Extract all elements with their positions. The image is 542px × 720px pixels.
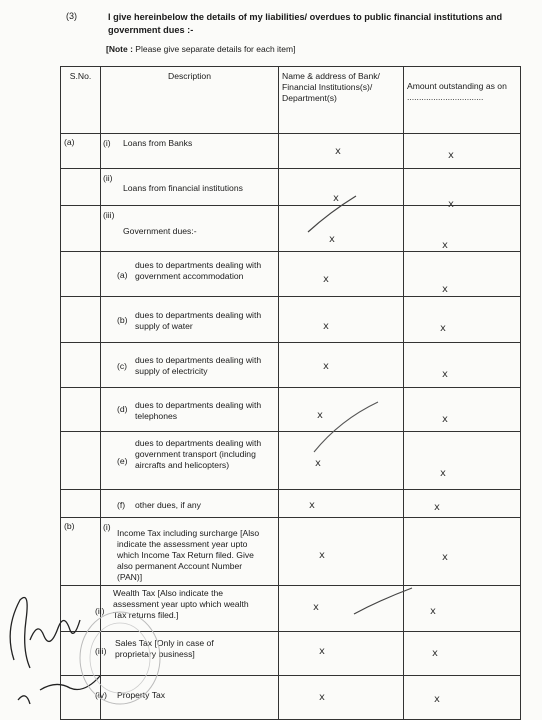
nil-mark: x bbox=[442, 240, 448, 251]
amount-cell bbox=[404, 676, 521, 720]
bank-cell bbox=[279, 586, 404, 632]
table-row bbox=[61, 676, 521, 720]
bank-cell bbox=[279, 432, 404, 490]
note bbox=[106, 44, 295, 54]
col-header-bank: Name & address of Bank/ Financial Institutions(s)/ Department(s) bbox=[279, 67, 404, 134]
row-alpha: (e) bbox=[117, 456, 128, 466]
nil-mark: x bbox=[430, 606, 436, 617]
amount-cell bbox=[404, 343, 521, 388]
row-description: Government dues:- bbox=[123, 226, 197, 236]
nil-mark: x bbox=[319, 692, 325, 703]
nil-mark: x bbox=[432, 648, 438, 659]
bank-cell bbox=[279, 343, 404, 388]
table-row bbox=[61, 432, 521, 490]
row-description: Property Tax bbox=[117, 690, 166, 700]
row-description: Income Tax including surcharge [Also indicate the assessment year upto which Income Tax Return filed. Give also permanent Account Number (PAN)] bbox=[117, 528, 260, 582]
row-alpha: (f) bbox=[117, 500, 126, 510]
row-alpha: (a) bbox=[117, 270, 128, 280]
row-roman: (ii) bbox=[103, 173, 113, 183]
amount-cell bbox=[404, 297, 521, 343]
nil-mark: x bbox=[323, 321, 329, 332]
nil-mark: x bbox=[335, 146, 341, 157]
row-description: dues to departments dealing with telephones bbox=[135, 400, 262, 421]
nil-mark: x bbox=[319, 550, 325, 561]
bank-cell bbox=[279, 632, 404, 676]
table-row bbox=[61, 206, 521, 252]
nil-mark: x bbox=[448, 199, 454, 210]
nil-mark: x bbox=[442, 414, 448, 425]
row-description: Wealth Tax [Also indicate the assessment year upto which wealth Tax returns filed.] bbox=[113, 588, 249, 620]
row-alpha: (b) bbox=[117, 315, 128, 325]
amount-cell bbox=[404, 206, 521, 252]
table-header-row bbox=[61, 67, 521, 134]
table-row bbox=[61, 169, 521, 206]
nil-mark: x bbox=[313, 602, 319, 613]
nil-mark: x bbox=[440, 468, 446, 479]
table-row bbox=[61, 518, 521, 586]
nil-mark: x bbox=[434, 502, 440, 513]
nil-mark: x bbox=[333, 193, 339, 204]
table-row bbox=[61, 252, 521, 297]
amount-cell bbox=[404, 586, 521, 632]
col-header-description: Description bbox=[101, 67, 279, 134]
bank-cell bbox=[279, 169, 404, 206]
table-row bbox=[61, 388, 521, 432]
row-description: dues to departments dealing with government accommodation bbox=[135, 260, 262, 281]
row-description: Loans from Banks bbox=[123, 138, 193, 148]
row-roman: (i) bbox=[103, 138, 111, 148]
bank-cell bbox=[279, 388, 404, 432]
nil-mark: x bbox=[442, 552, 448, 563]
amount-cell bbox=[404, 388, 521, 432]
table-row bbox=[61, 490, 521, 518]
bank-cell bbox=[279, 518, 404, 586]
nil-mark: x bbox=[440, 323, 446, 334]
nil-mark: x bbox=[323, 274, 329, 285]
row-roman: (i) bbox=[103, 522, 111, 532]
bank-cell bbox=[279, 490, 404, 518]
amount-cell bbox=[404, 169, 521, 210]
bank-cell bbox=[279, 676, 404, 720]
row-description: Loans from financial institutions bbox=[123, 183, 243, 193]
row-roman: (iv) bbox=[95, 690, 107, 700]
row-alpha: (c) bbox=[117, 361, 128, 371]
row-description: dues to departments dealing with supply of water bbox=[135, 310, 262, 331]
col-header-sno: S.No. bbox=[61, 67, 101, 134]
amount-cell bbox=[404, 518, 521, 586]
nil-mark: x bbox=[329, 234, 335, 245]
amount-cell bbox=[404, 252, 521, 297]
row-alpha: (d) bbox=[117, 404, 128, 414]
row-roman: (iii) bbox=[103, 210, 115, 220]
row-description: dues to departments dealing with government transport (including aircrafts and helicopters) bbox=[135, 438, 262, 470]
amount-cell bbox=[404, 632, 521, 676]
row-description: other dues, if any bbox=[135, 500, 201, 510]
row-sno: (a) bbox=[64, 137, 75, 147]
row-sno: (b) bbox=[64, 521, 75, 531]
nil-mark: x bbox=[315, 458, 321, 469]
nil-mark: x bbox=[309, 500, 315, 511]
nil-mark: x bbox=[319, 646, 325, 657]
bank-cell bbox=[279, 252, 404, 297]
table-row bbox=[61, 297, 521, 343]
nil-mark: x bbox=[323, 361, 329, 372]
row-roman: (iii) bbox=[95, 646, 107, 656]
amount-cell bbox=[404, 490, 521, 518]
table-row bbox=[61, 134, 521, 169]
nil-mark: x bbox=[442, 284, 448, 295]
note-prefix: [Note : bbox=[106, 44, 133, 54]
liabilities-table bbox=[60, 66, 521, 720]
nil-mark: x bbox=[317, 410, 323, 421]
item-number: (3) bbox=[66, 11, 77, 21]
row-description: Sales Tax [Only in case of proprietary business] bbox=[115, 638, 214, 659]
table-row bbox=[61, 632, 521, 676]
col-header-amount: Amount outstanding as on ................................ bbox=[404, 67, 521, 134]
note-text: Please give separate details for each item] bbox=[132, 44, 296, 54]
table-row bbox=[61, 586, 521, 632]
nil-mark: x bbox=[448, 150, 454, 161]
amount-cell bbox=[404, 432, 521, 490]
amount-cell bbox=[404, 134, 521, 169]
table-row bbox=[61, 343, 521, 388]
nil-mark: x bbox=[442, 369, 448, 380]
nil-mark: x bbox=[434, 694, 440, 705]
row-description: dues to departments dealing with supply of electricity bbox=[135, 355, 262, 376]
section-heading: I give hereinbelow the details of my liabilities/ overdues to public financial institutions and government dues :- bbox=[108, 12, 503, 35]
bank-cell bbox=[279, 134, 404, 169]
bank-cell bbox=[279, 206, 404, 252]
bank-cell bbox=[279, 297, 404, 343]
row-roman: (ii) bbox=[95, 606, 105, 616]
